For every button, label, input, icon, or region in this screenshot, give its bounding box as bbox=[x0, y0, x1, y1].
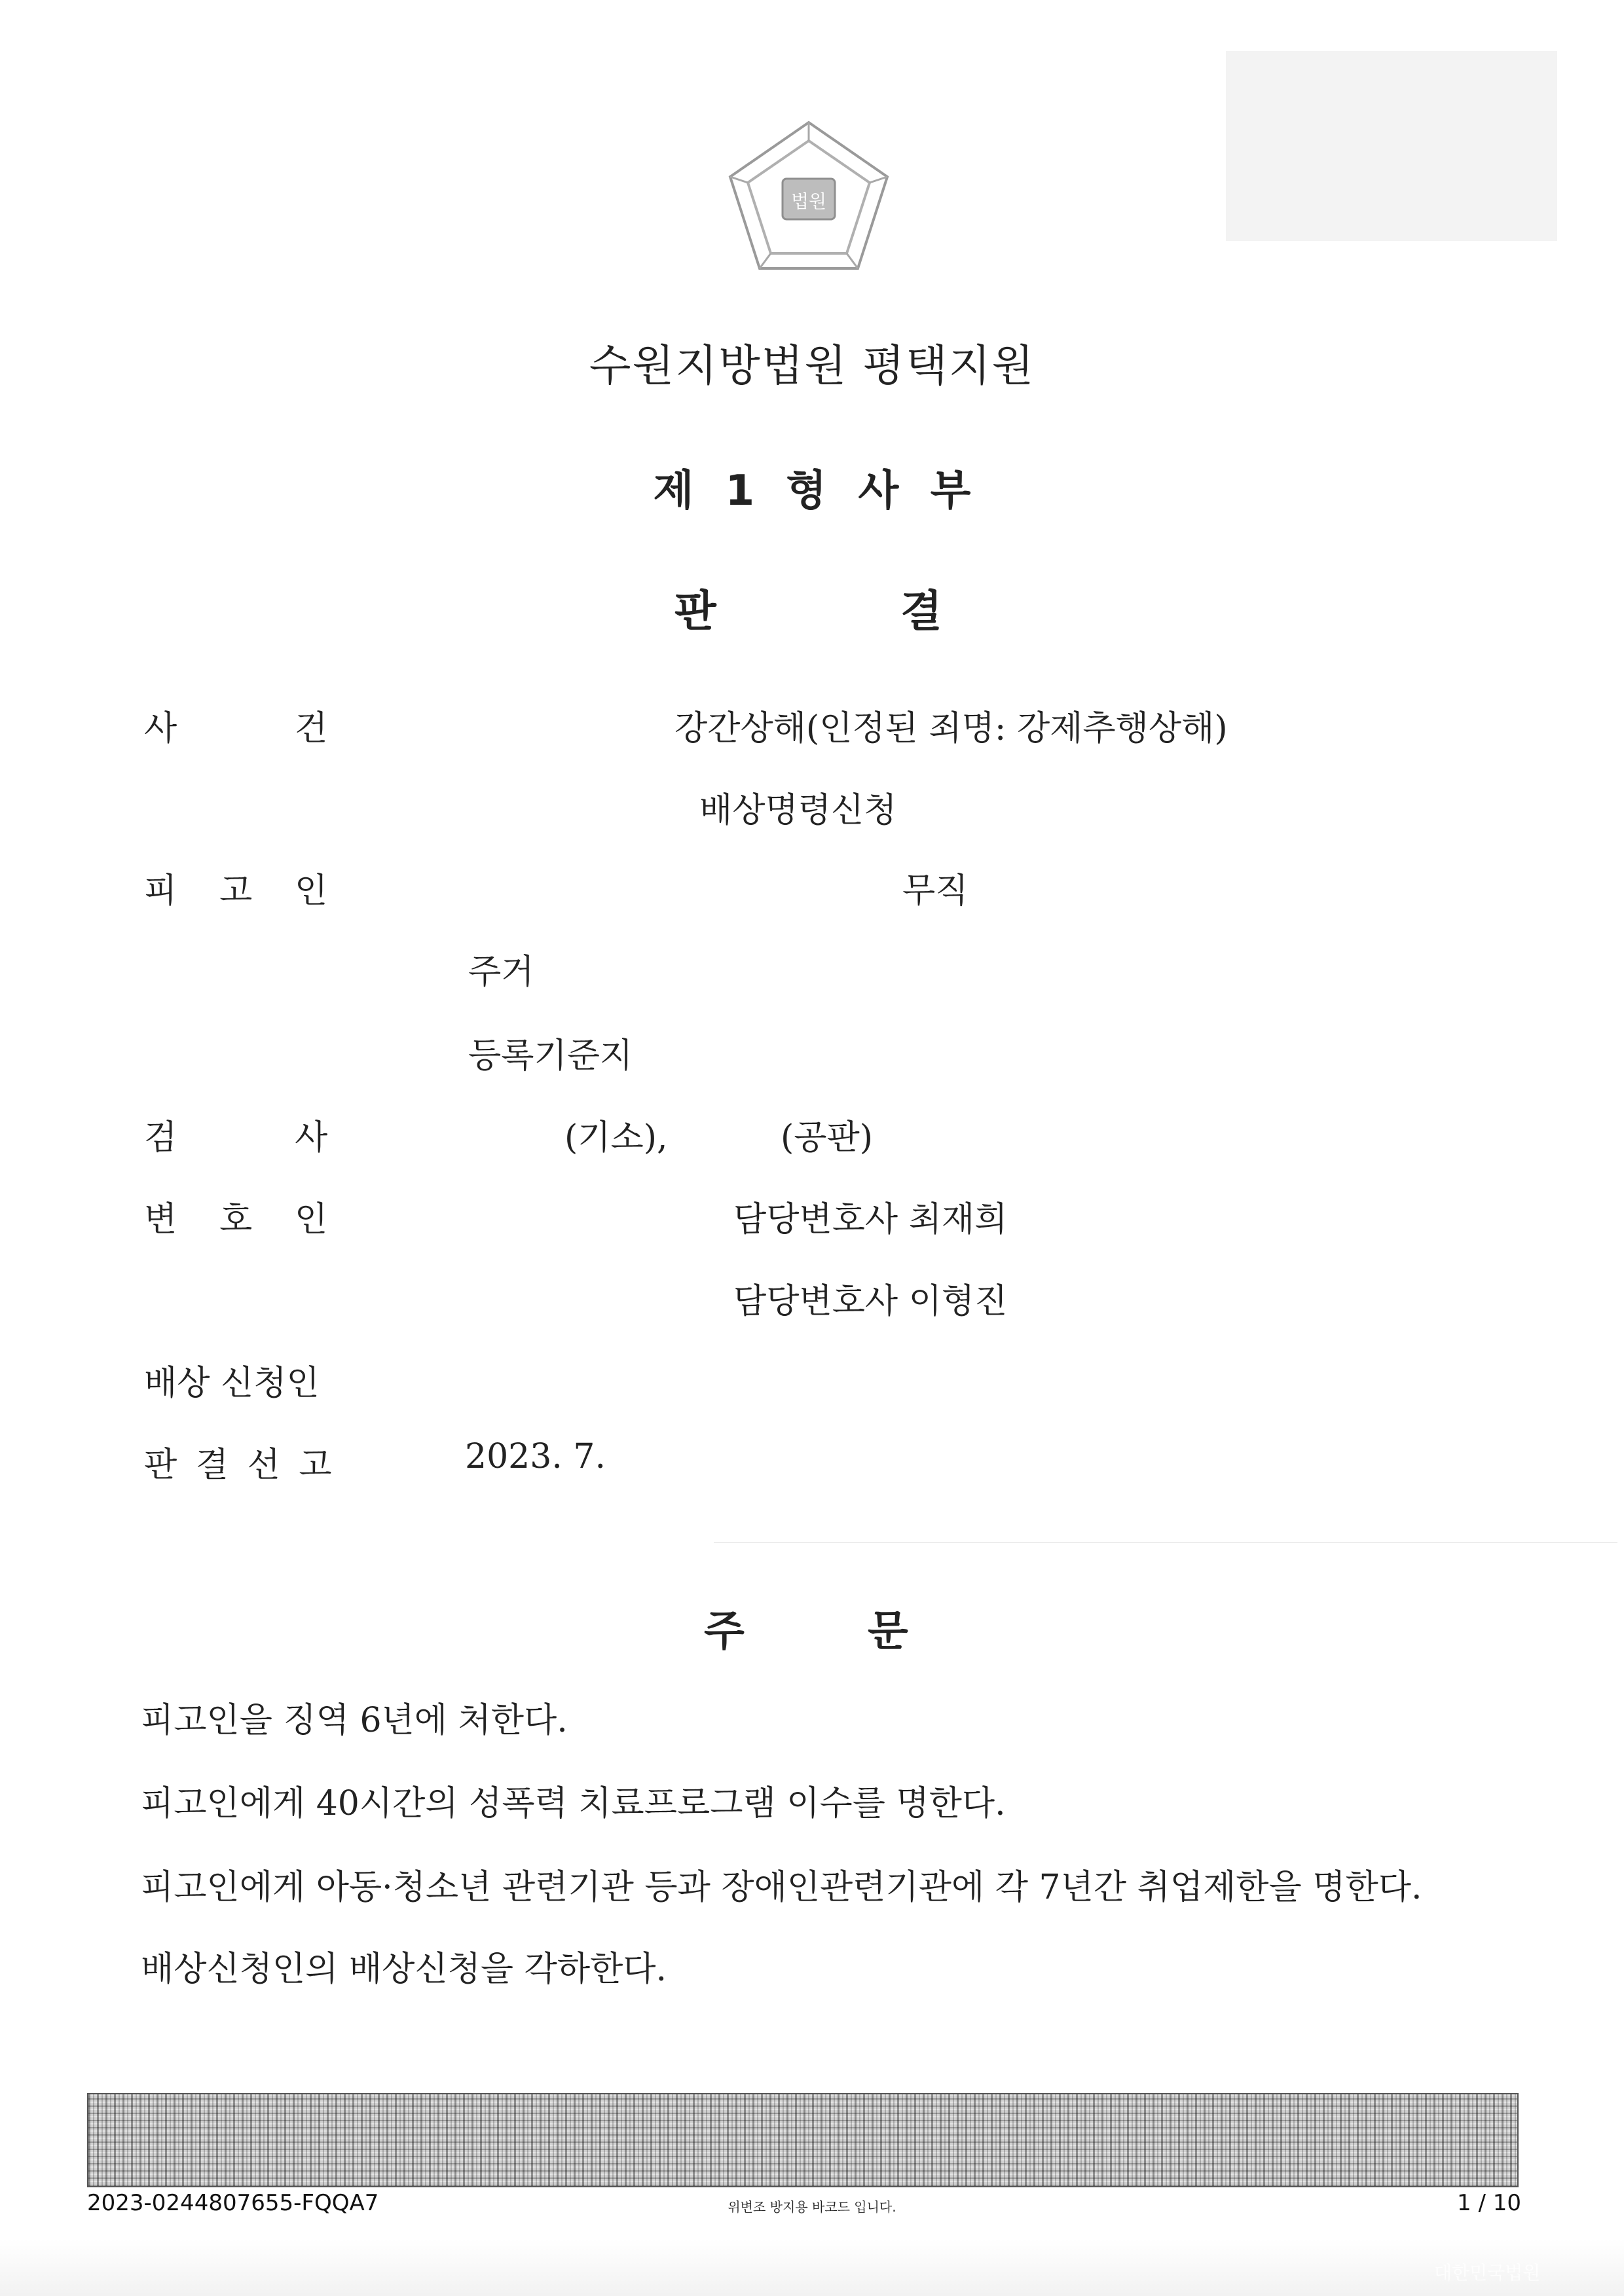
court-watermark: 대한민국법원 bbox=[1434, 2262, 1541, 2284]
applicant-label: 배상 신청인 bbox=[144, 1364, 320, 1403]
defendant-label-1: 피 bbox=[144, 871, 177, 911]
case-value-secondary: 배상명령신청 bbox=[699, 791, 897, 830]
order-line: 배상신청인의 배상신청을 각하한다. bbox=[141, 1950, 667, 1989]
court-name: 수원지방법원 평택지원 bbox=[589, 340, 1035, 391]
barcode-note: 위변조 방지용 바코드 입니다. bbox=[728, 2199, 896, 2215]
division-name: 제 1 형 사 부 bbox=[653, 467, 971, 515]
judgment-date-label: 판 결 선 고 bbox=[144, 1446, 336, 1485]
counsel-name-1: 담당변호사 최재희 bbox=[733, 1200, 1008, 1239]
case-label-2: 건 bbox=[295, 709, 328, 748]
counsel-label-1: 변 bbox=[144, 1200, 177, 1239]
counsel-label-3: 인 bbox=[295, 1200, 328, 1239]
residence-label: 주거 bbox=[468, 953, 534, 992]
defendant-label-3: 인 bbox=[295, 871, 328, 911]
order-line: 피고인을 징역 6년에 처한다. bbox=[141, 1701, 568, 1740]
defendant-label-2: 고 bbox=[219, 871, 253, 911]
emblem-text: 법원 bbox=[790, 191, 827, 212]
counsel-name-2: 담당변호사 이형진 bbox=[733, 1282, 1008, 1321]
scan-rule bbox=[714, 1542, 1617, 1543]
page-number: 1 / 10 bbox=[1457, 2190, 1521, 2216]
prosecutor-label-2: 사 bbox=[295, 1118, 328, 1157]
order-line: 피고인에게 아동·청소년 관련기관 등과 장애인관련기관에 각 7년간 취업제한을 명한다. bbox=[141, 1868, 1422, 1907]
order-heading-right: 문 bbox=[868, 1607, 908, 1656]
order-line: 피고인에게 40시간의 성폭력 치료프로그램 이수를 명한다. bbox=[141, 1784, 1006, 1823]
prosecutor-indictment: (기소), bbox=[564, 1118, 668, 1157]
case-value-main: 강간상해(인정된 죄명: 강제추행상해) bbox=[674, 709, 1228, 748]
scan-bottom-band bbox=[0, 2239, 1624, 2296]
judgment-date-value: 2023. 7. bbox=[465, 1437, 606, 1476]
document-id: 2023-0244807655-FQQA7 bbox=[87, 2190, 379, 2216]
registration-label: 등록기준지 bbox=[468, 1036, 633, 1076]
counsel-label-2: 호 bbox=[219, 1200, 253, 1239]
prosecutor-trial: (공판) bbox=[781, 1118, 874, 1157]
document-title-left: 판 bbox=[674, 586, 716, 636]
order-heading-left: 주 bbox=[704, 1607, 745, 1656]
anti-forgery-barcode bbox=[87, 2093, 1519, 2187]
case-label-1: 사 bbox=[144, 709, 177, 748]
court-emblem-icon bbox=[720, 115, 897, 278]
defendant-occupation: 무직 bbox=[902, 871, 969, 911]
prosecutor-label-1: 검 bbox=[144, 1118, 177, 1157]
scan-smudge bbox=[1226, 51, 1557, 241]
document-title-right: 결 bbox=[900, 586, 942, 636]
